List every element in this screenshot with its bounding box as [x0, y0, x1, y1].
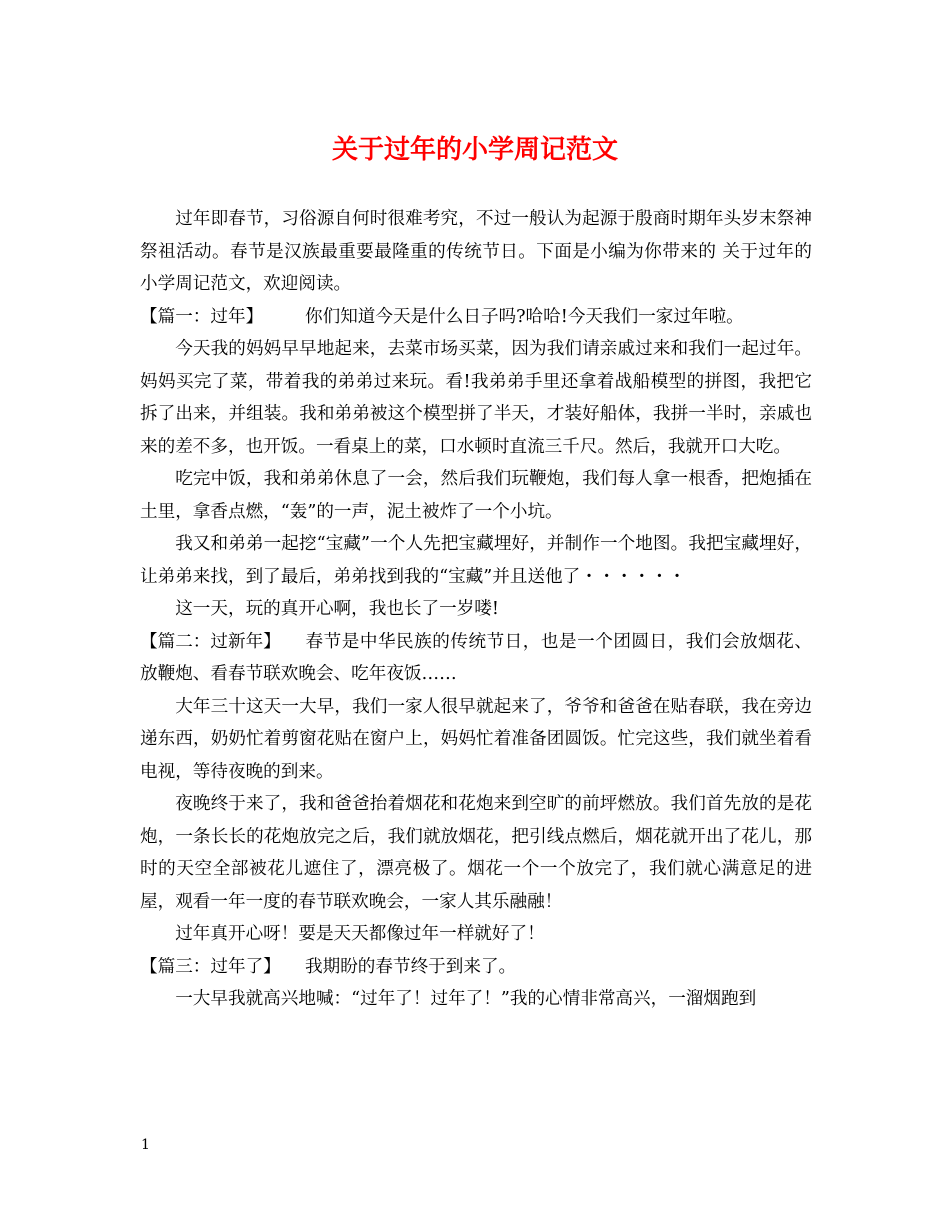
paragraph: 今天我的妈妈早早地起来，去菜市场买菜，因为我们请亲戚过来和我们一起过年。妈妈买完了菜，带着我的弟弟过来玩。看!我弟弟手里还拿着战船模型的拼图，我把它拆了出来，并组装。我和弟弟被这个模型拼了半天，才装好船体，我拼一半时，亲戚也来的差不多，也开饭。一看桌上的菜，口水顿时直流三千尺。然后，我就开口大吃。	[140, 339, 812, 457]
paragraph: 这一天，玩的真开心啊，我也长了一岁喽!	[175, 599, 499, 619]
paragraph: 一大早我就高兴地喊：“过年了！过年了！”我的心情非常高兴，一溜烟跑到	[175, 989, 757, 1009]
section-heading: 【篇三：过年了】	[140, 956, 281, 977]
section-lead: 春节是中华民族的传统节日，也是一个团圆日，我们会放烟花、放鞭炮、看春节联欢晚会、吃年夜饭……	[140, 631, 812, 684]
document-title: 关于过年的小学周记范文	[331, 135, 618, 165]
section-3-lead-line	[140, 951, 812, 984]
intro-paragraph: 过年即春节，习俗源自何时很难考究，不过一般认为起源于殷商时期年头岁末祭神祭祖活动。春节是汉族最重要最隆重的传统节日。下面是小编为你带来的 关于过年的小学周记范文，欢迎阅读。	[140, 209, 812, 294]
section-1-lead-line	[140, 301, 812, 334]
paragraph: 过年真开心呀！要是天天都像过年一样就好了！	[175, 924, 545, 944]
document-body	[140, 203, 812, 1016]
section-lead: 我期盼的春节终于到来了。	[305, 956, 517, 977]
paragraph: 我又和弟弟一起挖“宝藏”一个人先把宝藏埋好，并制作一个地图。我把宝藏埋好，让弟弟来找，到了最后，弟弟找到我的“宝藏”并且送他了・・・・・・	[140, 534, 812, 587]
paragraph: 大年三十这天一大早，我们一家人很早就起来了，爷爷和爸爸在贴春联，我在旁边递东西，奶奶忙着剪窗花贴在窗户上，妈妈忙着准备团圆饭。忙完这些，我们就坐着看电视，等待夜晚的到来。	[140, 696, 812, 782]
section-2-lead-line	[140, 626, 812, 691]
page-number: 1	[141, 1137, 150, 1153]
section-heading: 【篇一：过年】	[140, 306, 264, 327]
paragraph: 吃完中饭，我和弟弟休息了一会，然后我们玩鞭炮，我们每人拿一根香，把炮插在土里，拿香点燃，“轰”的一声，泥土被炸了一个小坑。	[140, 469, 812, 522]
section-heading: 【篇二：过新年】	[140, 631, 281, 652]
section-lead: 你们知道今天是什么日子吗?哈哈!今天我们一家过年啦。	[305, 306, 744, 327]
paragraph: 夜晚终于来了，我和爸爸抬着烟花和花炮来到空旷的前坪燃放。我们首先放的是花炮，一条长长的花炮放完之后，我们就放烟花，把引线点燃后，烟花就开出了花儿，那时的天空全部被花儿遮住了，漂亮极了。烟花一个一个放完了，我们就心满意足的进屋，观看一年一度的春节联欢晚会，一家人其乐融融！	[140, 794, 812, 912]
